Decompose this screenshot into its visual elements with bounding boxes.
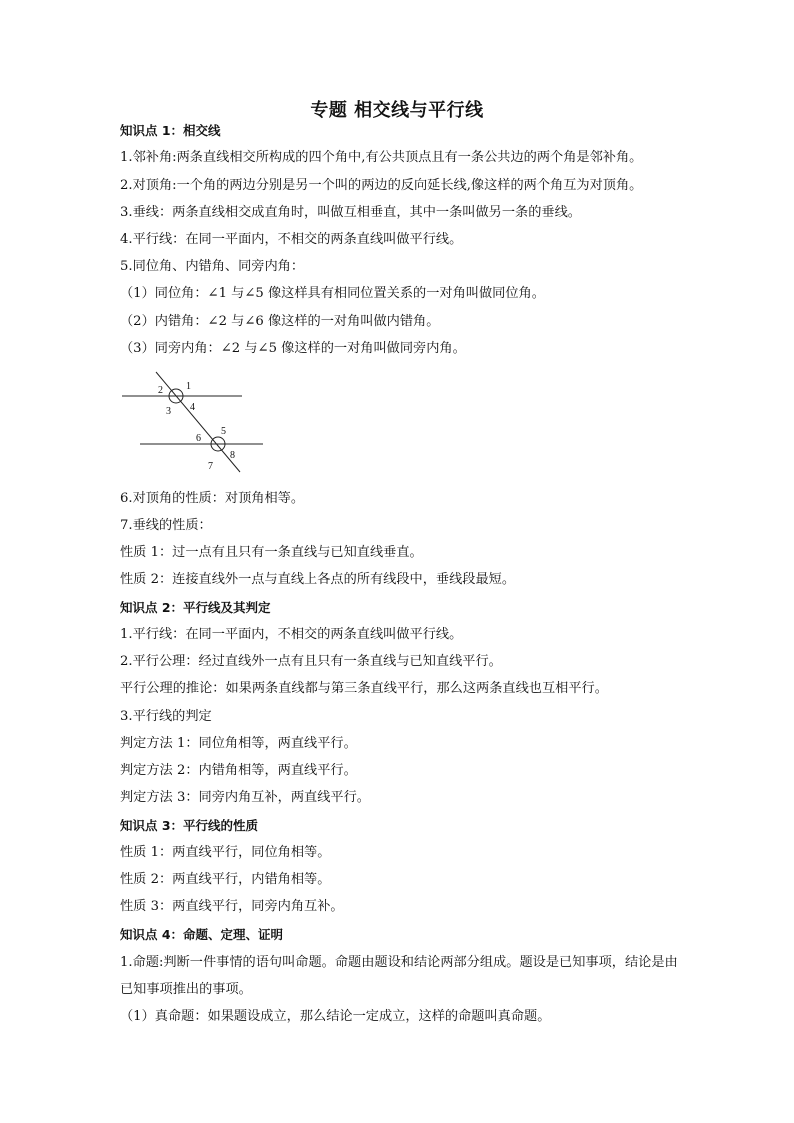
k3-item-1: 性质 1：两直线平行，同位角相等。 — [120, 845, 331, 860]
k1-item-1: 1.邻补角:两条直线相交所构成的四个角中,有公共顶点且有一条公共边的两个角是邻补角。 — [120, 150, 643, 165]
transversal-line — [156, 372, 240, 472]
k2-item-7: 判定方法 3：同旁内角互补，两直线平行。 — [120, 790, 370, 805]
k2-item-4: 3.平行线的判定 — [120, 709, 212, 724]
k1-item-2: 2.对顶角:一个角的两边分别是另一个叫的两边的反向延长线,像这样的两个角互为对顶角。 — [120, 178, 643, 193]
k1-item-11: 性质 1：过一点有且只有一条直线与已知直线垂直。 — [120, 545, 423, 560]
k3-item-3: 性质 3：两直线平行，同旁内角互补。 — [120, 899, 344, 914]
k1-item-9: 6.对顶角的性质：对顶角相等。 — [120, 491, 305, 506]
k4-item-1: （1）真命题：如果题设成立，那么结论一定成立，这样的命题叫真命题。 — [120, 1009, 551, 1024]
k3-item-2: 性质 2：两直线平行，内错角相等。 — [120, 872, 331, 887]
k2-item-3: 平行公理的推论：如果两条直线都与第三条直线平行，那么这两条直线也互相平行。 — [120, 681, 608, 696]
section-heading-4: 知识点 4：命题、定理、证明 — [120, 927, 284, 942]
angle-label-4: 4 — [190, 402, 195, 413]
parallel-lines-figure — [118, 368, 270, 476]
section-heading-3: 知识点 3：平行线的性质 — [120, 818, 259, 833]
angle-label-1: 1 — [186, 381, 191, 392]
angle-label-6: 6 — [196, 433, 201, 444]
k1-item-12: 性质 2：连接直线外一点与直线上各点的所有线段中，垂线段最短。 — [120, 572, 516, 587]
k2-item-1: 1.平行线：在同一平面内，不相交的两条直线叫做平行线。 — [120, 627, 463, 642]
k1-item-5: 5.同位角、内错角、同旁内角： — [120, 259, 305, 274]
k2-item-6: 判定方法 2：内错角相等，两直线平行。 — [120, 763, 357, 778]
angle-label-8: 8 — [230, 450, 235, 461]
angle-label-2: 2 — [158, 385, 163, 396]
k1-item-7: （2）内错角：∠2 与∠6 像这样的一对角叫做内错角。 — [120, 314, 440, 329]
angle-label-5: 5 — [221, 426, 226, 437]
angle-label-7: 7 — [208, 461, 213, 472]
angle-label-3: 3 — [166, 406, 171, 417]
k4-paragraph-1: 1.命题:判断一件事情的语句叫命题。命题由题设和结论两部分组成。题设是已知事项，结论是由已知事项推出的事项。 — [120, 955, 678, 997]
k1-item-3: 3.垂线：两条直线相交成直角时，叫做互相垂直，其中一条叫做另一条的垂线。 — [120, 205, 581, 220]
k2-item-2: 2.平行公理：经过直线外一点有且只有一条直线与已知直线平行。 — [120, 654, 502, 669]
page-title: 专题 相交线与平行线 — [310, 100, 484, 121]
k1-item-8: （3）同旁内角：∠2 与∠5 像这样的一对角叫做同旁内角。 — [120, 341, 466, 356]
k2-item-5: 判定方法 1：同位角相等，两直线平行。 — [120, 736, 357, 751]
k1-item-10: 7.垂线的性质： — [120, 518, 212, 533]
k1-item-6: （1）同位角：∠1 与∠5 像这样具有相同位置关系的一对角叫做同位角。 — [120, 286, 545, 301]
section-heading-1: 知识点 1：相交线 — [120, 123, 221, 138]
k1-item-4: 4.平行线：在同一平面内，不相交的两条直线叫做平行线。 — [120, 232, 463, 247]
section-heading-2: 知识点 2：平行线及其判定 — [120, 600, 271, 615]
